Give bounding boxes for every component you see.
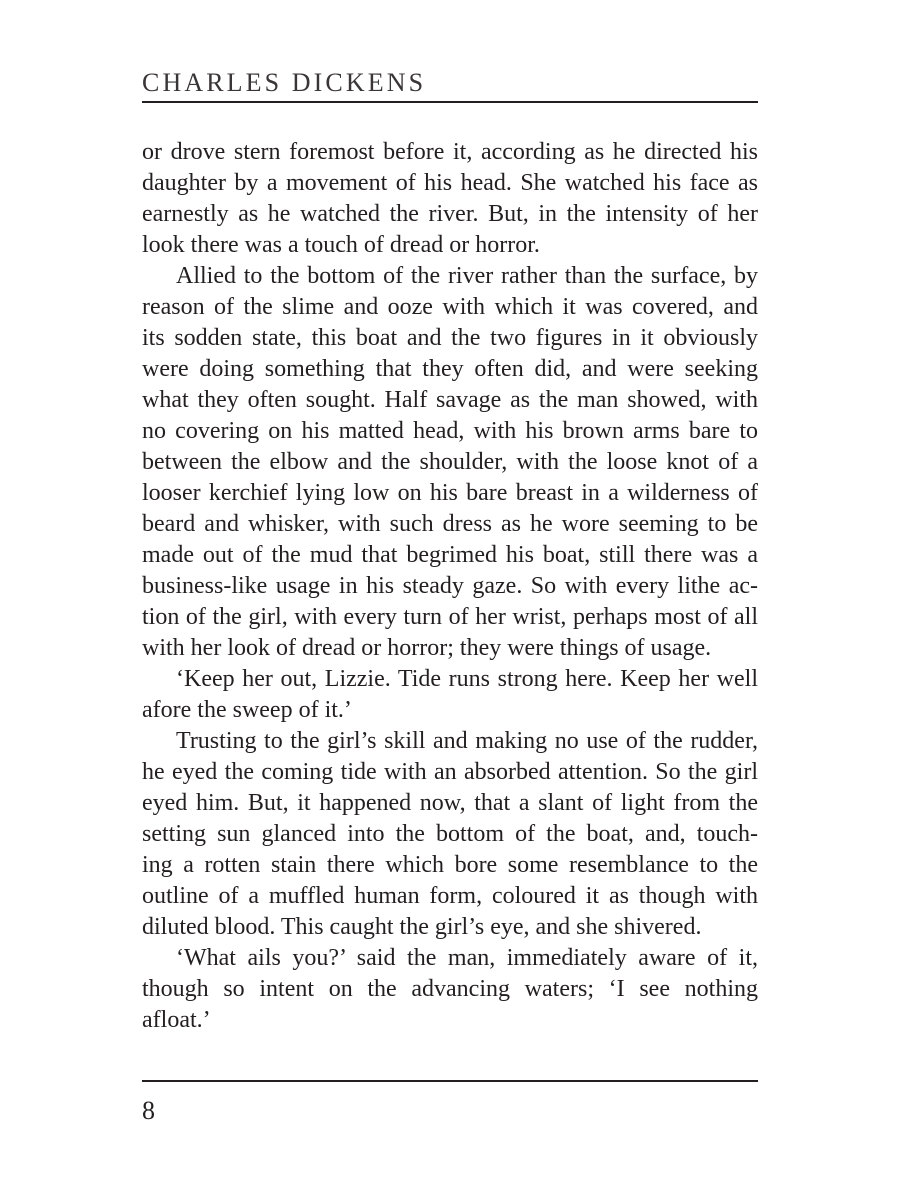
running-head-author: CHARLES DICKENS (142, 68, 427, 97)
text-line: though so intent on the advancing waters; ‘I see nothing (142, 976, 758, 1002)
text-line: look there was a touch of dread or horror. (142, 232, 540, 258)
text-line: daughter by a movement of his head. She watched his face as (142, 170, 758, 196)
text-line: made out of the mud that begrimed his boat, still there was a (142, 542, 758, 568)
paragraph (142, 137, 758, 261)
text-line: afore the sweep of it.’ (142, 697, 352, 723)
paragraph (142, 664, 758, 726)
text-line: ‘What ails you?’ said the man, immediately aware of it, (176, 945, 758, 971)
text-line: earnestly as he watched the river. But, in the intensity of her (142, 201, 758, 227)
text-line: Trusting to the girl’s skill and making no use of the rudder, (176, 728, 758, 754)
text-line: tion of the girl, with every turn of her wrist, perhaps most of all (142, 604, 758, 630)
text-line: ‘Keep her out, Lizzie. Tide runs strong here. Keep her well (176, 666, 758, 692)
text-line: Allied to the bottom of the river rather than the surface, by (176, 263, 758, 289)
text-line: between the elbow and the shoulder, with the loose knot of a (142, 449, 758, 475)
text-line: were doing something that they often did, and were seeking (142, 356, 758, 382)
text-line: ing a rotten stain there which bore some resemblance to the (142, 852, 758, 878)
text-line: with her look of dread or horror; they were things of usage. (142, 635, 712, 661)
page-number: 8 (142, 1096, 155, 1125)
text-line: what they often sought. Half savage as the man showed, with (142, 387, 758, 413)
text-line: no covering on his matted head, with his brown arms bare to (142, 418, 758, 444)
text-line: diluted blood. This caught the girl’s eye, and she shivered. (142, 914, 702, 940)
paragraph (142, 943, 758, 1036)
text-line: he eyed the coming tide with an absorbed attention. So the girl (142, 759, 758, 785)
footer-rule (142, 1080, 758, 1082)
text-line: setting sun glanced into the bottom of the boat, and, touch- (142, 821, 758, 847)
paragraph (142, 261, 758, 664)
text-line: its sodden state, this boat and the two figures in it obviously (142, 325, 758, 351)
text-line: business-like usage in his steady gaze. So with every lithe ac- (142, 573, 758, 599)
text-line: afloat.’ (142, 1007, 211, 1033)
text-line: reason of the slime and ooze with which it was covered, and (142, 294, 758, 320)
text-line: beard and whisker, with such dress as he wore seeming to be (142, 511, 758, 537)
text-line: eyed him. But, it happened now, that a slant of light from the (142, 790, 758, 816)
paragraph (142, 726, 758, 943)
text-line: outline of a muffled human form, coloured it as though with (142, 883, 758, 909)
body-text (142, 137, 758, 1036)
text-line: or drove stern foremost before it, according as he directed his (142, 139, 758, 165)
header-rule (142, 101, 758, 103)
text-line: looser kerchief lying low on his bare breast in a wilderness of (142, 480, 758, 506)
